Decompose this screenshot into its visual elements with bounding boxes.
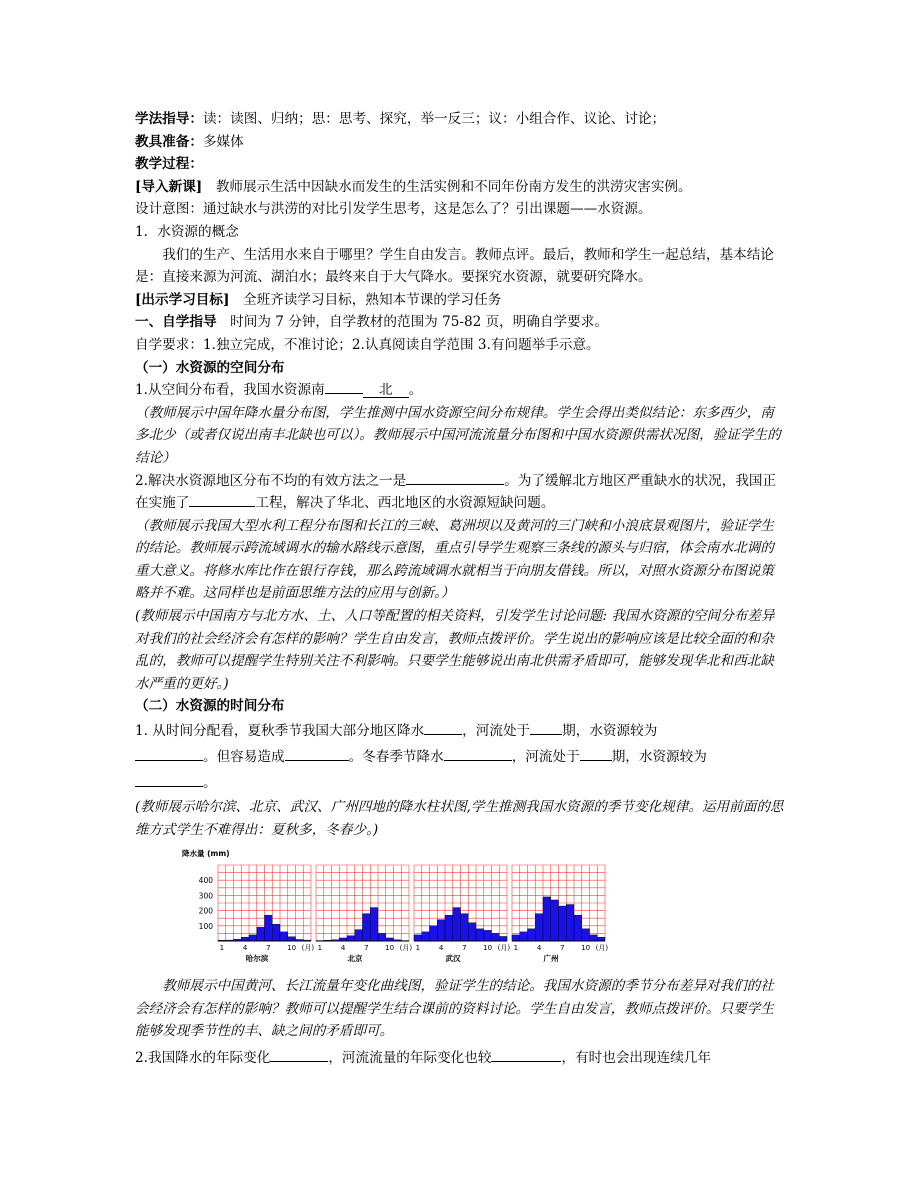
bar [430, 926, 438, 941]
bar [574, 915, 582, 941]
bar [288, 937, 296, 941]
section2-title: （二）水资源的时间分布 [135, 698, 285, 715]
bar [461, 914, 469, 941]
x-unit-label: (月) [497, 944, 511, 953]
intro-line [135, 176, 785, 199]
y-axis-title: 降水量 (mm) [182, 849, 230, 859]
bar [445, 915, 453, 941]
y-tick-label: 400 [198, 876, 213, 886]
bar [476, 929, 484, 941]
document-page [135, 108, 785, 1070]
bar [528, 929, 536, 941]
bar [272, 924, 280, 941]
x-tick-label: 4 [438, 944, 444, 953]
self-label: 一、自学指导 [135, 314, 217, 331]
bar [535, 914, 543, 941]
q2-blank-method[interactable] [406, 484, 504, 485]
q1-text: 1.从空间分布看，我国水资源南 [135, 382, 325, 399]
q4-text-c: ，有时也会出现连续几年 [561, 1050, 711, 1066]
question2 [135, 470, 785, 515]
bar [543, 897, 551, 941]
bar [370, 908, 378, 941]
bar [492, 934, 500, 942]
method-line [135, 108, 785, 131]
city-label: 北京 [347, 954, 363, 964]
goal-label: [出示学习目标] [135, 291, 230, 308]
tools-line [135, 131, 785, 154]
bar [590, 935, 598, 941]
q3-text-a: 1. 从时间分配看，夏秋季节我国大部分地区降水 [135, 723, 425, 740]
x-tick-label: 1 [415, 944, 421, 953]
q3-blank-1[interactable] [424, 734, 462, 735]
bar [378, 934, 386, 942]
q4-text-a: 2.我国降水的年际变化 [135, 1050, 271, 1066]
bar [499, 937, 507, 942]
bar [363, 914, 371, 941]
bar [597, 937, 605, 941]
goal-text: 全班齐读学习目标，熟知本节课的学习任务 [243, 291, 502, 308]
bar [249, 935, 257, 941]
concept-title: 1．水资源的概念 [135, 223, 239, 240]
x-unit-label: (月) [595, 944, 609, 953]
city-label: 哈尔滨 [245, 954, 269, 964]
bar [468, 923, 476, 941]
self-requirements: 自学要求：1.独立完成，不准讨论；2.认真阅读自学范围 3.有问题举手示意。 [135, 336, 600, 353]
x-tick-label: 10 [287, 944, 297, 953]
intro-text: 教师展示生活中因缺水而发生的生活实例和不同年份南方发生的洪涝灾害实例。 [215, 178, 692, 195]
q1-end: 。 [408, 382, 423, 399]
q3-text-c: 期，水资源较为 [562, 723, 658, 740]
q2-blank-project[interactable] [189, 506, 255, 507]
bar [582, 929, 590, 941]
self-text: 时间为 7 分钟，自学教材的范围为 75-82 页，明确自学要求。 [230, 314, 608, 331]
q1-blank-south[interactable] [325, 393, 363, 394]
tools-label: 教具准备： [135, 133, 203, 150]
q3-blank-6[interactable] [580, 760, 612, 761]
q3-text-f: ，河流处于 [511, 749, 580, 766]
bar [566, 905, 574, 941]
x-unit-label: (月) [399, 944, 413, 953]
x-tick-label: 4 [536, 944, 542, 953]
bar [280, 932, 288, 941]
bar [422, 932, 430, 941]
bar [520, 932, 528, 941]
goal-line [135, 289, 785, 312]
q2-text-c: 工程，解决了华北、西北地区的水资源短缺问题。 [255, 495, 555, 512]
q3-text-d: 。但容易造成 [203, 749, 285, 766]
bar [347, 936, 355, 941]
q3-text-b: ，河流处于 [462, 723, 531, 740]
x-tick-label: 7 [364, 944, 369, 953]
x-tick-label: 1 [317, 944, 323, 953]
bar [512, 935, 520, 941]
question3 [135, 718, 785, 796]
q3-blank-4[interactable] [285, 760, 349, 761]
q3-text-e: 。冬春季节降水 [348, 749, 444, 766]
q3-blank-7[interactable] [135, 786, 203, 787]
q2-text-a: 2.解决水资源地区分布不均的有效方法之一是 [135, 472, 407, 489]
precipitation-chart [180, 847, 610, 965]
x-tick-label: 4 [340, 944, 346, 953]
bar [257, 928, 265, 942]
concept-text: 我们的生产、生活用水来自于哪里？学生自由发言。教师点评。最后，教师和学生一起总结，基本结论是：直接来源为河流、湖泊水；最终来自于大气降水。要探究水资源，就要研究降水。 [135, 246, 774, 286]
self-line [135, 311, 785, 334]
bar [559, 906, 567, 941]
note4: (教师展示哈尔滨、北京、武汉、广州四地的降水柱状图,学生推测我国水资源的季节变化规律。运用前面的思维方式学生不难得出：夏秋多，冬春少。) [135, 799, 784, 838]
intro-label: [导入新课] [135, 178, 203, 195]
note3: (教师展示中国南方与北方水、土、人口等配置的相关资料，引发学生讨论问题: 我国水资源的空间分布差异对我们的社会经济会有怎样的影响？学生自由发言，教师点拨评价。学生说出的影响应该是比较全面的和杂乱的，教师可以提醒学生特别关注不利影响。只要学生能够说出南北供需矛盾即可，能够发现华北和西北缺水严重的更好。) [135, 608, 775, 692]
q4-blank-1[interactable] [270, 1061, 328, 1062]
bar [265, 915, 273, 941]
x-tick-label: 10 [581, 944, 591, 953]
q3-blank-2[interactable] [530, 734, 562, 735]
note5: 教师展示中国黄河、长江流量年变化曲线图，验证学生的结论。我国水资源的季节分布差异对我们的社会经济会有怎样的影响？教师可以提醒学生结合课前的资料讨论。学生自由发言，教师点拨评价。只要学生能够发现季节性的丰、缺之间的矛盾即可。 [135, 978, 774, 1040]
bar [437, 920, 445, 941]
bar [414, 935, 422, 941]
bar [241, 937, 249, 941]
q3-blank-5[interactable] [444, 760, 512, 761]
x-tick-label: 7 [266, 944, 271, 953]
x-tick-label: 7 [462, 944, 467, 953]
y-tick-label: 200 [198, 906, 213, 916]
bar [453, 908, 461, 941]
y-tick-label: 300 [198, 891, 213, 901]
q3-blank-3[interactable] [135, 760, 203, 761]
x-tick-label: 10 [483, 944, 493, 953]
x-tick-label: 10 [385, 944, 395, 953]
q3-text-g: 期，水资源较为 [611, 749, 707, 766]
city-label: 武汉 [445, 954, 461, 964]
q3-text-h: 。 [203, 775, 217, 792]
note1: （教师展示中国年降水量分布图，学生推测中国水资源空间分布规律。学生会得出类似结论：东多西少，南多北少（或者仅说出南丰北缺也可以）。教师展示中国河流流量分布图和中国水资源供需状况图，验证学生的结论） [135, 404, 781, 466]
note2: （教师展示我国大型水利工程分布图和长江的三峡、葛洲坝以及黄河的三门峡和小浪底景观图片，验证学生的结论。教师展示跨流域调水的输水路线示意图，重点引导学生观察三条线的源头与归宿，体会南水北调的重大意义。将修水库比作在银行存钱，那么跨流域调水就相当于向朋友借钱。所以，对照水资源分布图说策略并不难。这同样也是前面思维方法的应用与创新。） [135, 517, 774, 602]
bar [355, 930, 363, 941]
city-label: 广州 [543, 954, 559, 964]
x-tick-label: 4 [242, 944, 248, 953]
q4-text-b: ，河流流量的年际变化也较 [328, 1050, 492, 1066]
x-tick-label: 1 [219, 944, 225, 953]
tools-text: 多媒体 [202, 133, 244, 150]
question1 [135, 379, 785, 402]
bar [551, 900, 559, 941]
design-text: 设计意图：通过缺水与洪涝的对比引发学生思考，这是怎么了？引出课题——水资源。 [135, 201, 652, 218]
process-label: 教学过程： [135, 156, 203, 173]
x-tick-label: 1 [513, 944, 519, 953]
q4-blank-2[interactable] [491, 1061, 561, 1062]
q1-blank-north[interactable]: 北 [363, 383, 409, 398]
method-text: 读：读图、归纳；思：思考、探究，举一反三；议：小组合作、议论、讨论； [202, 111, 666, 127]
method-label: 学法指导： [135, 111, 203, 127]
question4 [135, 1047, 785, 1070]
section1-title: （一）水资源的空间分布 [135, 359, 285, 376]
precipitation-chart-svg [180, 847, 610, 965]
x-tick-label: 7 [560, 944, 565, 953]
q2-text-b: 。为了缓解北方地区严重缺水的状况，我国正在实施了 [135, 472, 777, 512]
bar [484, 931, 492, 942]
x-unit-label: (月) [301, 944, 315, 953]
y-tick-label: 100 [198, 922, 213, 932]
